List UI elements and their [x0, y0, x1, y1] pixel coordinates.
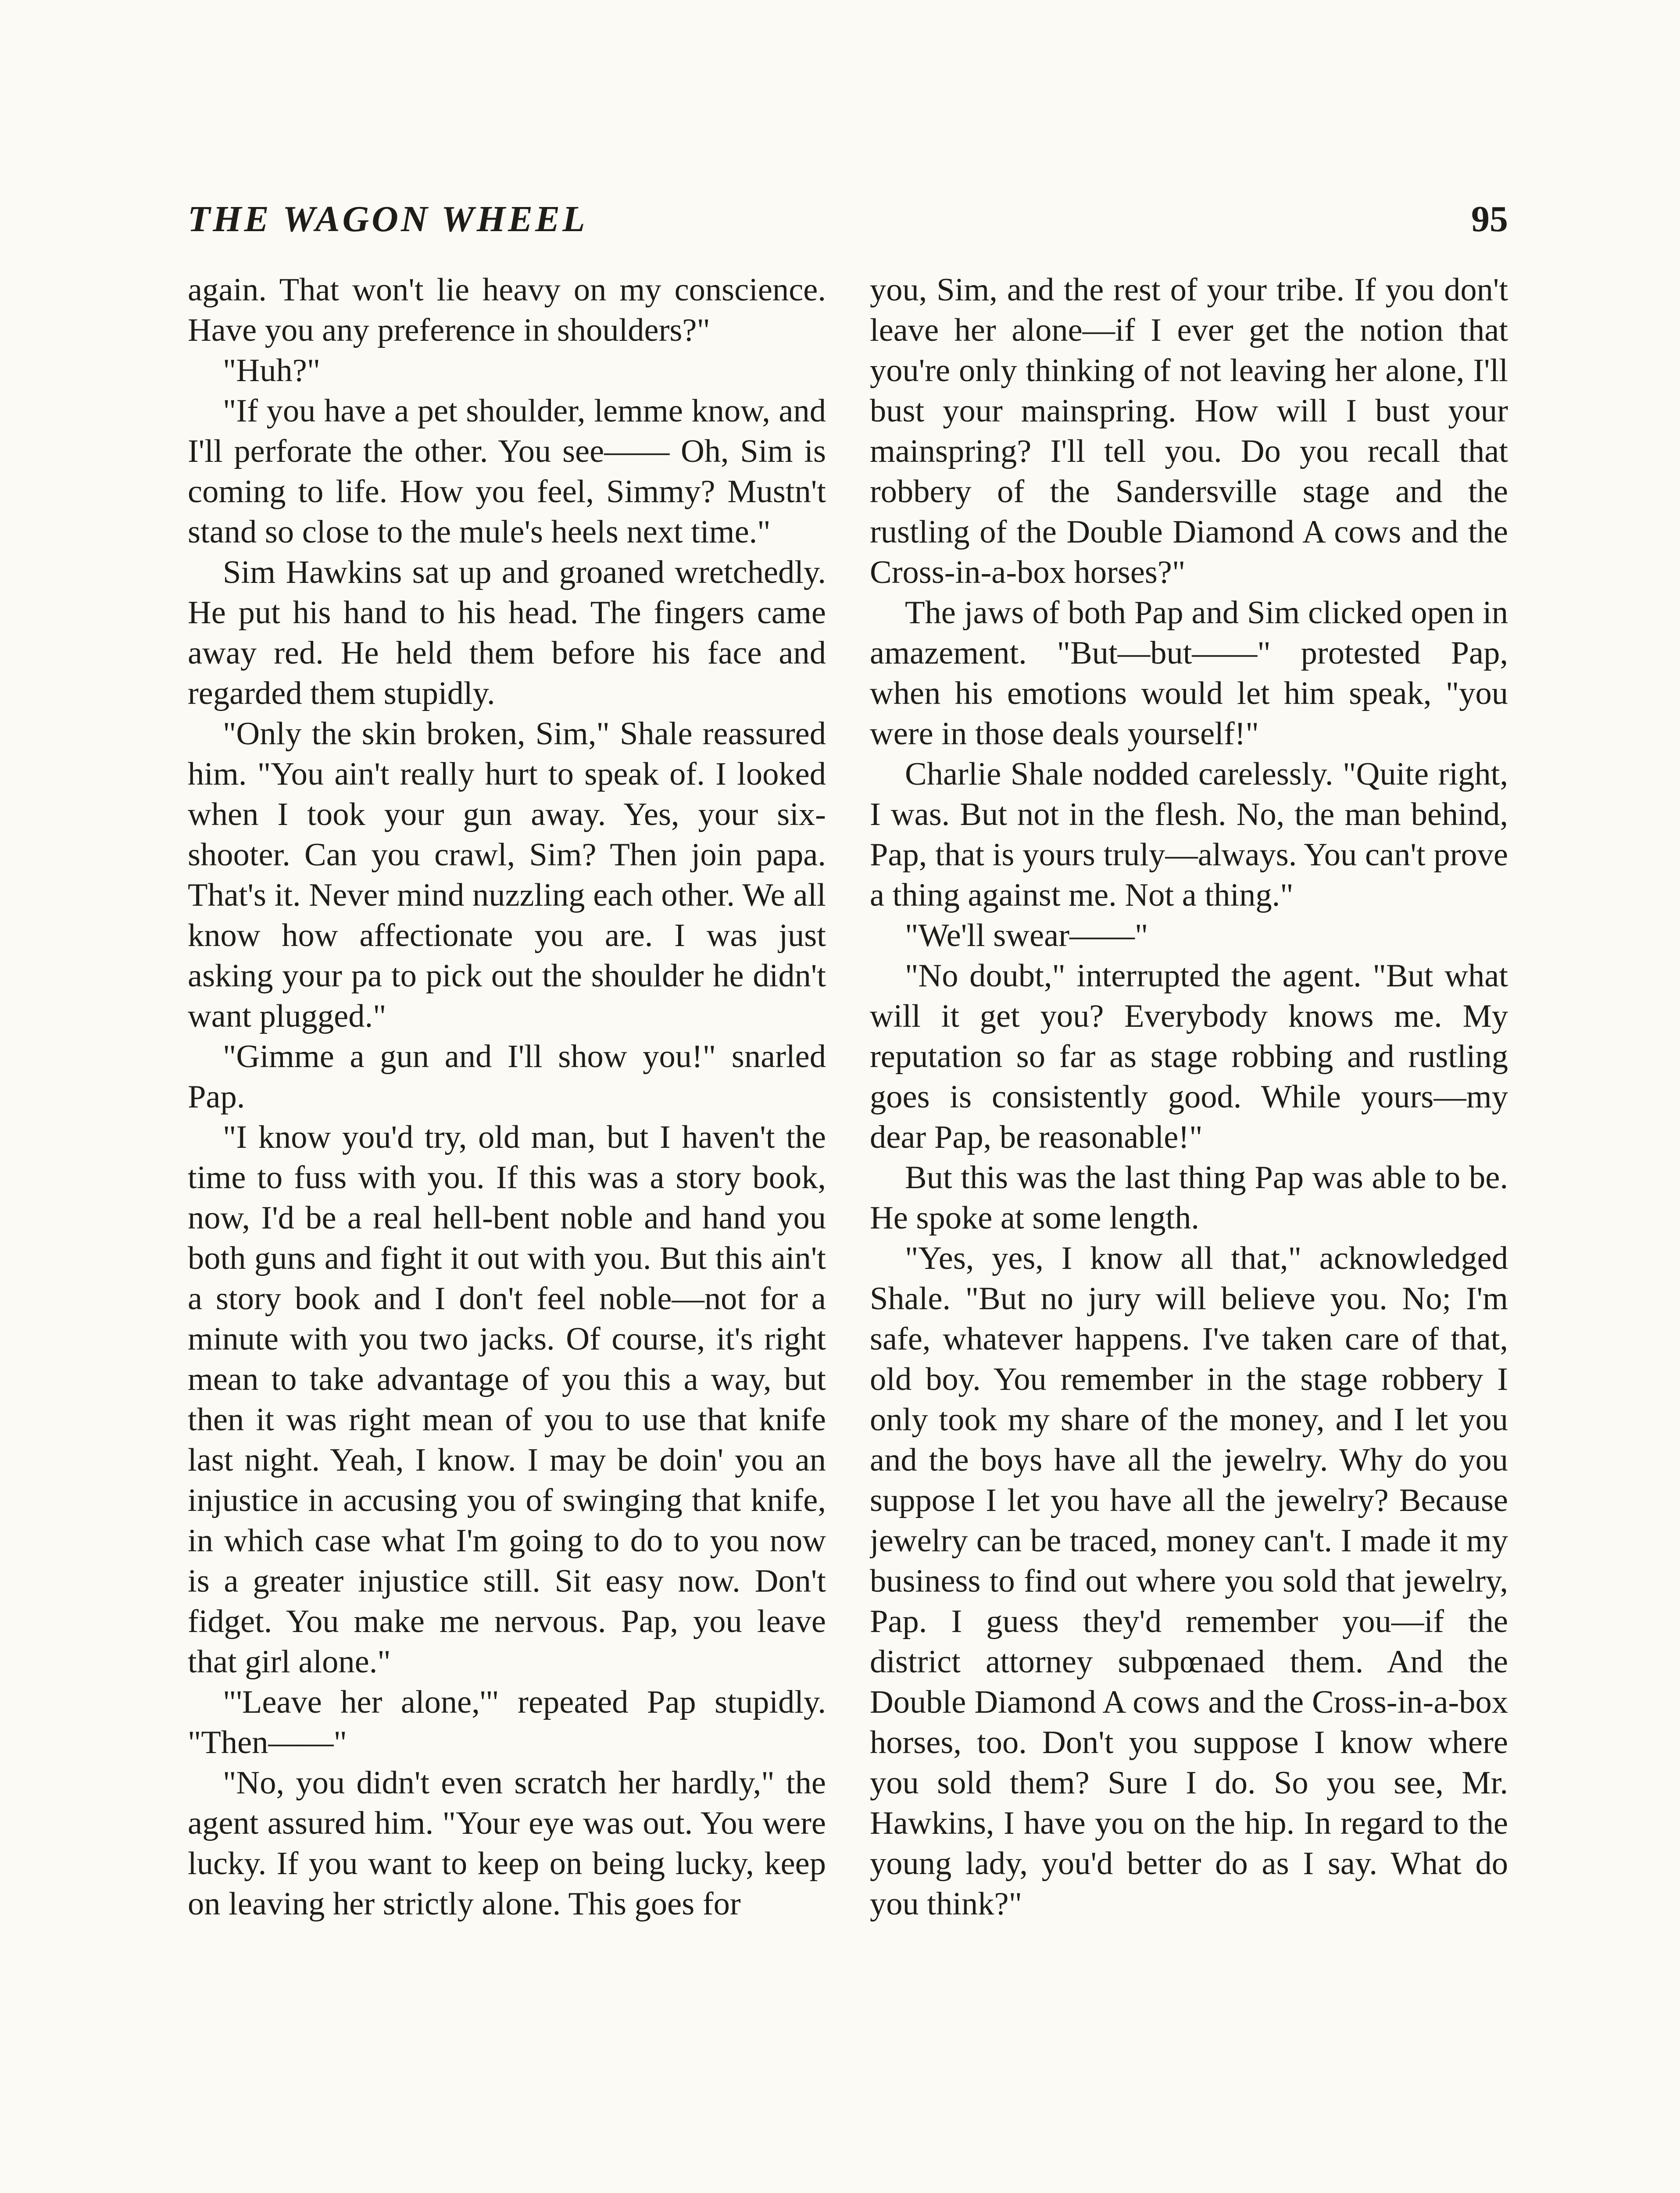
paragraph: "I know you'd try, old man, but I haven't the time to fuss with you. If this was a story book, now, I'd be a real hell-bent noble and hand you both guns and fight it out with you. But this ain't a story book and I don't feel noble—not for a minute with you two jacks. Of course, it's right mean to take advantage of you this a way, but then it was right mean of you to use that knife last night. Yeah, I know. I may be doin' you an injustice in accusing you of swinging that knife, in which case what I'm going to do to you now is a greater injustice still. Sit easy now. Don't fidget. You make me nervous. Pap, you leave that girl alone." [188, 1119, 826, 1680]
text-column-left [188, 270, 826, 2193]
paragraph: "Gimme a gun and I'll show you!" snarled Pap. [188, 1039, 826, 1115]
paragraph: Charlie Shale nodded carelessly. "Quite right, I was. But not in the flesh. No, the man behind, Pap, that is yours truly—always. You can't prove a thing against me. Not a thing." [870, 756, 1508, 913]
paragraph: But this was the last thing Pap was able to be. He spoke at some length. [870, 1160, 1508, 1236]
paragraph: "No, you didn't even scratch her hardly," the agent assured him. "Your eye was out. You were lucky. If you want to keep on being lucky, keep on leaving her strictly alone. This goes for [188, 1765, 826, 1922]
paragraph: "Yes, yes, I know all that," acknowledged Shale. "But no jury will believe you. No; I'm safe, whatever happens. I've taken care of that, old boy. You remember in the stage robbery I only took my share of the money, and I let you and the boys have all the jewelry. Why do you suppose I let you have all the jewelry? Because jewelry can be traced, money can't. I made it my business to find out where you sold that jewelry, Pap. I guess they'd remember you—if the district attorney subpœnaed them. And the Double Diamond A cows and the Cross-in-a-box horses, too. Don't you suppose I know where you sold them? Sure I do. So you see, Mr. Hawkins, I have you on the hip. In regard to the young lady, you'd better do as I say. What do you think?" [870, 1240, 1508, 1922]
text-column-right [870, 270, 1508, 2193]
paragraph: again. That won't lie heavy on my conscience. Have you any preference in shoulders?" [188, 272, 826, 348]
paragraph: you, Sim, and the rest of your tribe. If you don't leave her alone—if I ever get the notion that you're only thinking of not leaving her alone, I'll bust your mainspring. How will I bust your mainspring? I'll tell you. Do you recall that robbery of the Sandersville stage and the rustling of the Double Diamond A cows and the Cross-in-a-box horses?" [870, 272, 1508, 590]
paragraph: "Only the skin broken, Sim," Shale reassured him. "You ain't really hurt to speak of. I looked when I took your gun away. Yes, your six-shooter. Can you crawl, Sim? Then join papa. That's it. Never mind nuzzling each other. We all know how affectionate you are. I was just asking your pa to pick out the shoulder he didn't want plugged." [188, 716, 826, 1034]
paragraph: "No doubt," interrupted the agent. "But what will it get you? Everybody knows me. My reputation so far as stage robbing and rustling goes is consistently good. While yours—my dear Pap, be reasonable!" [870, 958, 1508, 1155]
page-header [188, 189, 1508, 254]
paragraph: The jaws of both Pap and Sim clicked open in amazement. "But—but——" protested Pap, when his emotions would let him speak, "you were in those deals yourself!" [870, 595, 1508, 752]
paragraph: "'Leave her alone,'" repeated Pap stupidly. "Then——" [188, 1684, 826, 1761]
paragraph: "We'll swear——" [905, 918, 1148, 954]
running-title: THE WAGON WHEEL [188, 199, 588, 239]
paragraph: "Huh?" [223, 353, 321, 389]
paragraph: "If you have a pet shoulder, lemme know, and I'll perforate the other. You see—— Oh, Sim is coming to life. How you feel, Simmy? Mustn't stand so close to the mule's heels next time." [188, 393, 826, 550]
paragraph: Sim Hawkins sat up and groaned wretchedly. He put his hand to his head. The fingers came away red. He held them before his face and regarded them stupidly. [188, 554, 826, 711]
page-number: 95 [1471, 199, 1508, 239]
